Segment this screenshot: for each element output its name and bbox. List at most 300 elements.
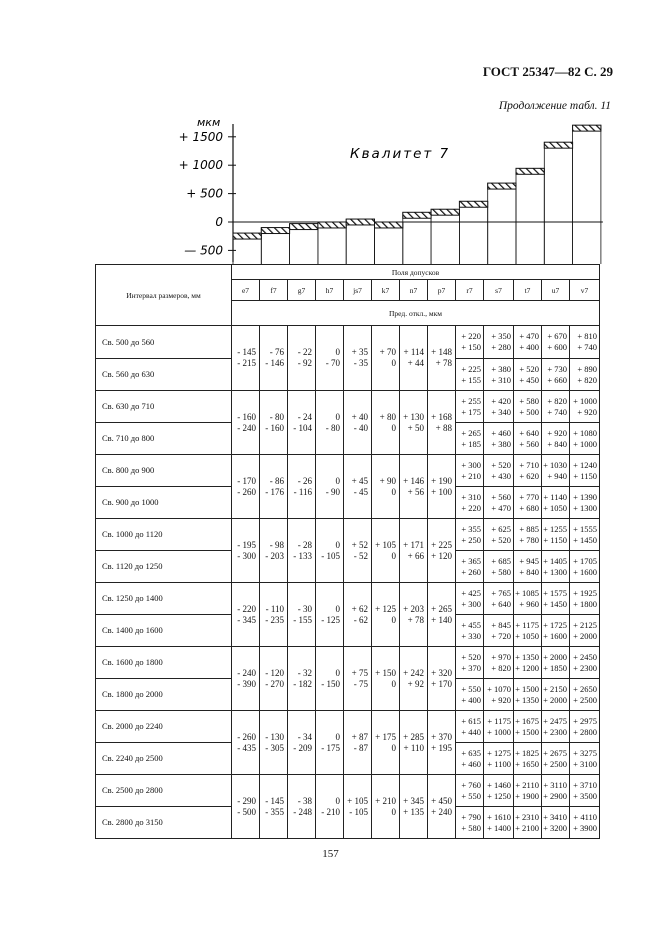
deviation-r7 [456, 519, 484, 551]
deviation-g7 [288, 647, 316, 711]
deviation-s7-text: + 970 + 820 [491, 651, 511, 673]
deviation-e7 [232, 391, 260, 455]
deviation-p7 [428, 647, 456, 711]
deviation-t7-text: + 1675 + 1500 [515, 715, 539, 737]
deviation-n7 [400, 455, 428, 519]
deviation-e7 [232, 775, 260, 839]
deviation-e7 [232, 455, 260, 519]
deviation-u7-text: + 920 + 840 [547, 427, 567, 449]
deviation-t7 [514, 647, 542, 679]
size-range-text: Св. 2500 до 2800 [102, 785, 163, 795]
deviation-g7 [288, 326, 316, 391]
deviation-t7-text: + 1500 + 1350 [515, 683, 539, 705]
table-row [96, 711, 600, 743]
deviation-t7 [514, 711, 542, 743]
deviation-t7-text: + 520 + 450 [519, 363, 539, 385]
table-header-row [96, 265, 600, 280]
deviation-r7-text: + 615 + 440 [461, 715, 481, 737]
table-row [96, 775, 600, 807]
deviation-v7-text: + 810 + 740 [577, 331, 598, 352]
deviation-t7-text: + 1085 + 960 [515, 587, 539, 609]
deviation-v7-text: + 1555 + 1450 [573, 523, 598, 545]
deviation-n7-text: + 242 + 92 [403, 667, 424, 689]
y-tick-label: + 1500 [178, 129, 223, 144]
deviation-v7-text: + 2975 + 2800 [573, 715, 598, 737]
deviation-u7 [542, 391, 570, 423]
deviation-k7 [372, 583, 400, 647]
deviation-f7-text: - 76 - 146 [265, 347, 284, 368]
deviation-u7-text: + 2675 + 2500 [543, 747, 567, 769]
deviation-g7 [288, 583, 316, 647]
deviation-u7-text: + 1140 + 1050 [543, 491, 567, 513]
deviation-p7-text: + 225 + 120 [431, 539, 452, 561]
size-range-text: Св. 710 до 800 [102, 433, 155, 443]
table-row [96, 326, 600, 359]
header-fields [232, 265, 600, 280]
column-header-r7 [456, 280, 484, 301]
deviation-t7-text: + 945 + 840 [519, 555, 539, 577]
deviation-u7 [542, 551, 570, 583]
deviation-e7 [232, 583, 260, 647]
deviation-js7-text: + 52 - 52 [351, 539, 368, 561]
deviation-n7 [400, 519, 428, 583]
deviation-h7 [316, 711, 344, 775]
deviation-js7-text: + 40 - 40 [351, 411, 368, 433]
tolerance-bar-v7 [573, 125, 601, 131]
deviation-f7 [260, 326, 288, 391]
deviation-r7 [456, 423, 484, 455]
size-range-text: Св. 2000 до 2240 [102, 721, 163, 731]
deviation-t7-text: + 1350 + 1200 [515, 651, 539, 673]
deviation-g7-text: - 22 - 92 [297, 347, 312, 368]
deviation-s7 [484, 519, 514, 551]
deviation-v7-text: + 3710 + 3500 [573, 779, 598, 801]
column-header-r7-text: r7 [466, 285, 473, 295]
deviation-u7 [542, 743, 570, 775]
deviation-r7-text: + 550 + 400 [461, 683, 481, 705]
deviation-v7-text: + 1390 + 1300 [573, 491, 598, 513]
deviation-v7-text: + 2650 + 2500 [573, 683, 598, 705]
table-row [96, 647, 600, 679]
deviation-t7 [514, 615, 542, 647]
deviation-u7 [542, 359, 570, 391]
deviation-t7-text: + 770 + 680 [519, 491, 539, 513]
deviation-r7-text: + 265 + 185 [461, 427, 481, 449]
deviation-f7 [260, 391, 288, 455]
deviation-u7-text: + 1405 + 1300 [543, 555, 567, 577]
deviation-v7 [570, 615, 600, 647]
deviation-u7-text: + 1575 + 1450 [543, 587, 567, 609]
deviation-g7 [288, 391, 316, 455]
deviation-r7-text: + 355 + 250 [461, 523, 481, 545]
y-tick-label: + 500 [186, 186, 223, 201]
size-range-text: Св. 500 до 560 [102, 336, 155, 347]
deviation-k7 [372, 391, 400, 455]
deviation-k7-text: + 105 0 [375, 539, 396, 561]
deviation-v7 [570, 775, 600, 807]
deviation-s7-text: + 420 + 340 [491, 395, 511, 417]
deviation-r7 [456, 326, 484, 359]
deviation-u7-text: + 2150 + 2000 [543, 683, 567, 705]
deviation-h7-text: 0 - 70 [325, 347, 340, 368]
size-range-text: Св. 1800 до 2000 [102, 689, 163, 699]
deviation-v7-text: + 2450 + 2300 [573, 651, 598, 673]
deviation-s7 [484, 455, 514, 487]
deviation-s7-text: + 845 + 720 [491, 619, 511, 641]
column-header-v7 [570, 280, 600, 301]
deviation-js7 [344, 519, 372, 583]
deviation-s7-text: + 350 + 280 [491, 331, 511, 352]
deviation-r7 [456, 775, 484, 807]
deviation-h7 [316, 326, 344, 391]
deviation-p7-text: + 168 + 88 [431, 411, 452, 433]
deviation-s7 [484, 487, 514, 519]
column-header-g7-text: g7 [297, 285, 306, 295]
deviation-r7 [456, 743, 484, 775]
deviation-t7-text: + 1825 + 1650 [515, 747, 539, 769]
deviation-s7-text: + 1275 + 1100 [487, 747, 511, 769]
deviation-u7-text: + 820 + 740 [547, 395, 567, 417]
size-range-text: Св. 630 до 710 [102, 401, 155, 411]
deviation-r7-text: + 300 + 210 [461, 459, 481, 481]
deviation-n7 [400, 583, 428, 647]
deviation-r7 [456, 359, 484, 391]
deviation-r7 [456, 679, 484, 711]
size-range [96, 326, 232, 359]
deviation-p7-text: + 148 + 78 [431, 347, 452, 368]
deviation-s7 [484, 326, 514, 359]
deviation-g7-text: - 24 - 104 [293, 411, 312, 433]
deviation-js7 [344, 711, 372, 775]
deviation-p7-text: + 190 + 100 [431, 475, 452, 497]
column-header-g7 [288, 280, 316, 301]
deviation-e7-text: - 290 - 500 [237, 795, 256, 817]
size-range [96, 615, 232, 647]
deviation-r7-text: + 310 + 220 [461, 491, 481, 513]
deviation-h7-text: 0 - 125 [321, 603, 340, 625]
deviation-r7-text: + 520 + 370 [461, 651, 481, 673]
size-range [96, 743, 232, 775]
deviation-e7 [232, 711, 260, 775]
deviation-v7 [570, 711, 600, 743]
y-tick-label: 0 [215, 215, 223, 229]
column-header-js7-text: js7 [353, 285, 362, 295]
header-interval-text: Интервал размеров, мм [126, 290, 201, 300]
deviation-v7 [570, 519, 600, 551]
deviation-r7 [456, 487, 484, 519]
deviation-s7-text: + 380 + 310 [491, 363, 511, 385]
deviation-u7 [542, 807, 570, 839]
deviation-v7-text: + 1925 + 1800 [573, 587, 598, 609]
deviation-g7-text: - 26 - 116 [293, 475, 312, 497]
deviation-s7 [484, 647, 514, 679]
deviation-r7 [456, 551, 484, 583]
deviation-u7-text: + 3410 + 3200 [543, 811, 567, 833]
deviation-v7-text: + 1000 + 920 [573, 395, 598, 417]
deviation-v7 [570, 807, 600, 839]
deviation-s7 [484, 807, 514, 839]
tolerance-bar-t7 [516, 168, 544, 174]
table-row [96, 519, 600, 551]
y-tick-label: + 1000 [178, 158, 223, 173]
size-range [96, 551, 232, 583]
deviation-e7-text: - 170 - 260 [237, 475, 256, 497]
deviation-v7-text: + 4110 + 3900 [573, 811, 598, 833]
deviation-f7-text: - 145 - 355 [265, 795, 284, 817]
deviation-t7 [514, 487, 542, 519]
column-header-h7 [316, 280, 344, 301]
deviation-s7 [484, 391, 514, 423]
deviation-v7 [570, 679, 600, 711]
deviation-h7 [316, 647, 344, 711]
tolerance-bar-n7 [403, 212, 431, 218]
deviation-v7 [570, 647, 600, 679]
deviation-v7-text: + 2125 + 2000 [573, 619, 598, 641]
size-range-text: Св. 2240 до 2500 [102, 753, 163, 763]
deviation-p7 [428, 519, 456, 583]
deviation-g7-text: - 30 - 155 [293, 603, 312, 625]
deviation-t7-text: + 470 + 400 [519, 331, 539, 352]
deviation-f7 [260, 583, 288, 647]
deviation-t7-text: + 2110 + 1900 [515, 779, 539, 801]
size-range-text: Св. 800 до 900 [102, 465, 155, 475]
deviation-u7 [542, 423, 570, 455]
size-range [96, 359, 232, 391]
tolerance-bar-p7 [431, 209, 459, 215]
deviation-n7-text: + 171 + 66 [403, 539, 424, 561]
deviation-t7-text: + 1175 + 1050 [515, 619, 539, 641]
column-header-t7-text: t7 [524, 285, 531, 295]
table-row [96, 391, 600, 423]
deviation-s7-text: + 1460 + 1250 [487, 779, 511, 801]
deviation-k7-text: + 125 0 [375, 603, 396, 625]
size-range [96, 647, 232, 679]
deviation-u7-text: + 730 + 660 [547, 363, 567, 385]
table-continuation-label: Продолжение табл. 11 [498, 100, 611, 112]
deviation-r7-text: + 455 + 330 [461, 619, 481, 641]
deviation-r7-text: + 635 + 460 [461, 747, 481, 769]
column-header-v7-text: v7 [580, 285, 589, 295]
deviation-u7 [542, 455, 570, 487]
deviation-f7-text: - 80 - 160 [265, 411, 284, 433]
column-header-u7-text: u7 [551, 285, 560, 295]
deviation-u7-text: + 1725 + 1600 [543, 619, 567, 641]
deviation-u7 [542, 615, 570, 647]
deviation-u7 [542, 775, 570, 807]
deviation-s7-text: + 520 + 430 [491, 459, 511, 481]
deviation-k7-text: + 90 0 [379, 475, 396, 497]
tolerance-bar-r7 [459, 201, 487, 207]
deviation-js7-text: + 105 - 105 [347, 795, 368, 817]
deviation-s7-text: + 685 + 580 [491, 555, 511, 577]
deviation-t7-text: + 2310 + 2100 [515, 811, 539, 833]
deviation-e7-text: - 240 - 390 [237, 667, 256, 689]
deviation-p7-text: + 265 + 140 [431, 603, 452, 625]
deviation-u7 [542, 519, 570, 551]
deviation-t7-text: + 580 + 500 [519, 395, 539, 417]
deviation-v7 [570, 455, 600, 487]
column-header-p7-text: p7 [437, 285, 446, 295]
size-range [96, 487, 232, 519]
chart-title: Квалитет 7 [350, 146, 451, 162]
deviation-p7-text: + 450 + 240 [431, 795, 452, 817]
deviation-h7 [316, 519, 344, 583]
page-header [0, 0, 661, 120]
deviation-n7 [400, 775, 428, 839]
deviation-u7 [542, 679, 570, 711]
deviation-s7 [484, 679, 514, 711]
deviation-e7-text: - 220 - 345 [237, 603, 256, 625]
deviation-k7 [372, 775, 400, 839]
size-range-text: Св. 1250 до 1400 [102, 593, 163, 603]
y-axis-unit: мкм [197, 116, 221, 129]
y-tick-label: — 500 [184, 243, 223, 258]
size-range-text: Св. 2800 до 3150 [102, 817, 163, 827]
deviation-g7-text: - 38 - 248 [293, 795, 312, 817]
deviation-n7 [400, 391, 428, 455]
deviation-t7 [514, 807, 542, 839]
deviation-f7 [260, 647, 288, 711]
deviation-p7-text: + 320 + 170 [431, 667, 452, 689]
deviation-v7 [570, 391, 600, 423]
deviation-h7 [316, 391, 344, 455]
size-range-text: Св. 1000 до 1120 [102, 529, 163, 539]
deviation-t7 [514, 519, 542, 551]
deviation-t7 [514, 391, 542, 423]
deviation-k7-text: + 175 0 [375, 731, 396, 753]
deviation-g7-text: - 28 - 133 [293, 539, 312, 561]
deviation-g7 [288, 519, 316, 583]
standard-title: ГОСТ 25347—82 С. 29 [482, 64, 613, 79]
deviation-js7-text: + 62 - 62 [351, 603, 368, 625]
deviation-n7-text: + 114 + 44 [403, 347, 424, 368]
deviation-k7 [372, 455, 400, 519]
deviation-t7-text: + 710 + 620 [519, 459, 539, 481]
deviation-h7-text: 0 - 105 [321, 539, 340, 561]
deviation-e7-text: - 145 - 215 [237, 347, 256, 368]
deviation-js7-text: + 45 - 45 [351, 475, 368, 497]
deviation-v7-text: + 890 + 820 [577, 363, 598, 385]
deviation-s7 [484, 423, 514, 455]
size-range [96, 391, 232, 423]
deviation-r7-text: + 425 + 300 [461, 587, 481, 609]
deviation-p7 [428, 775, 456, 839]
deviation-n7 [400, 326, 428, 391]
size-range [96, 455, 232, 487]
deviation-p7 [428, 326, 456, 391]
deviation-g7-text: - 32 - 182 [293, 667, 312, 689]
size-range [96, 583, 232, 615]
deviation-p7 [428, 391, 456, 455]
deviation-u7 [542, 711, 570, 743]
deviation-t7 [514, 583, 542, 615]
tolerance-bar-k7 [375, 222, 403, 228]
deviation-s7 [484, 615, 514, 647]
deviation-v7 [570, 583, 600, 615]
deviation-f7 [260, 455, 288, 519]
deviation-p7 [428, 711, 456, 775]
deviation-s7-text: + 625 + 520 [491, 523, 511, 545]
deviation-v7 [570, 326, 600, 359]
deviation-n7-text: + 146 + 56 [403, 475, 424, 497]
deviation-n7-text: + 203 + 78 [403, 603, 424, 625]
deviation-h7-text: 0 - 210 [321, 795, 340, 817]
deviation-v7 [570, 743, 600, 775]
column-header-p7 [428, 280, 456, 301]
tolerance-bar-e7 [233, 233, 261, 239]
tolerance-table [95, 264, 600, 839]
column-header-k7 [372, 280, 400, 301]
deviation-js7 [344, 455, 372, 519]
deviation-v7 [570, 359, 600, 391]
deviation-u7 [542, 487, 570, 519]
tolerance-bar-g7 [290, 224, 318, 230]
deviation-h7-text: 0 - 150 [321, 667, 340, 689]
size-range [96, 679, 232, 711]
deviation-p7 [428, 583, 456, 647]
deviation-s7-text: + 460 + 380 [491, 427, 511, 449]
deviation-f7-text: - 120 - 270 [265, 667, 284, 689]
column-header-n7-text: n7 [409, 285, 418, 295]
deviation-t7 [514, 743, 542, 775]
deviation-r7-text: + 790 + 580 [461, 811, 481, 833]
deviation-t7 [514, 551, 542, 583]
deviation-u7-text: + 1030 + 940 [543, 459, 567, 481]
deviation-s7-text: + 1070 + 920 [487, 683, 511, 705]
deviation-js7 [344, 647, 372, 711]
deviation-h7-text: 0 - 175 [321, 731, 340, 753]
deviation-js7 [344, 583, 372, 647]
size-range [96, 775, 232, 807]
deviation-r7 [456, 583, 484, 615]
column-header-f7 [260, 280, 288, 301]
deviation-s7-text: + 560 + 470 [491, 491, 511, 513]
deviation-r7 [456, 807, 484, 839]
deviation-t7 [514, 359, 542, 391]
deviation-s7-text: + 765 + 640 [491, 587, 511, 609]
size-range-text: Св. 1600 до 1800 [102, 657, 163, 667]
column-header-h7-text: h7 [325, 285, 334, 295]
deviation-f7-text: - 98 - 203 [265, 539, 284, 561]
tolerance-bar-u7 [544, 142, 572, 148]
size-range [96, 807, 232, 839]
column-header-n7 [400, 280, 428, 301]
deviation-e7-text: - 160 - 240 [237, 411, 256, 433]
deviation-t7 [514, 455, 542, 487]
deviation-f7 [260, 775, 288, 839]
deviation-v7 [570, 487, 600, 519]
deviation-v7-text: + 3275 + 3100 [573, 747, 598, 769]
deviation-k7 [372, 519, 400, 583]
tolerance-bar-js7 [346, 219, 374, 225]
tolerance-bar-s7 [488, 183, 516, 189]
column-header-s7 [484, 280, 514, 301]
deviation-s7 [484, 551, 514, 583]
deviation-k7-text: + 210 0 [375, 795, 396, 817]
deviation-r7-text: + 365 + 260 [461, 555, 481, 577]
deviation-u7 [542, 326, 570, 359]
deviation-u7-text: + 1255 + 1150 [543, 523, 567, 545]
deviation-js7 [344, 775, 372, 839]
deviation-s7 [484, 359, 514, 391]
deviation-k7-text: + 80 0 [379, 411, 396, 433]
header-interval [96, 265, 232, 326]
deviation-v7-text: + 1705 + 1600 [573, 555, 598, 577]
column-header-e7-text: e7 [241, 285, 250, 295]
deviation-h7 [316, 455, 344, 519]
deviation-js7-text: + 87 - 87 [351, 731, 368, 753]
deviation-e7 [232, 519, 260, 583]
